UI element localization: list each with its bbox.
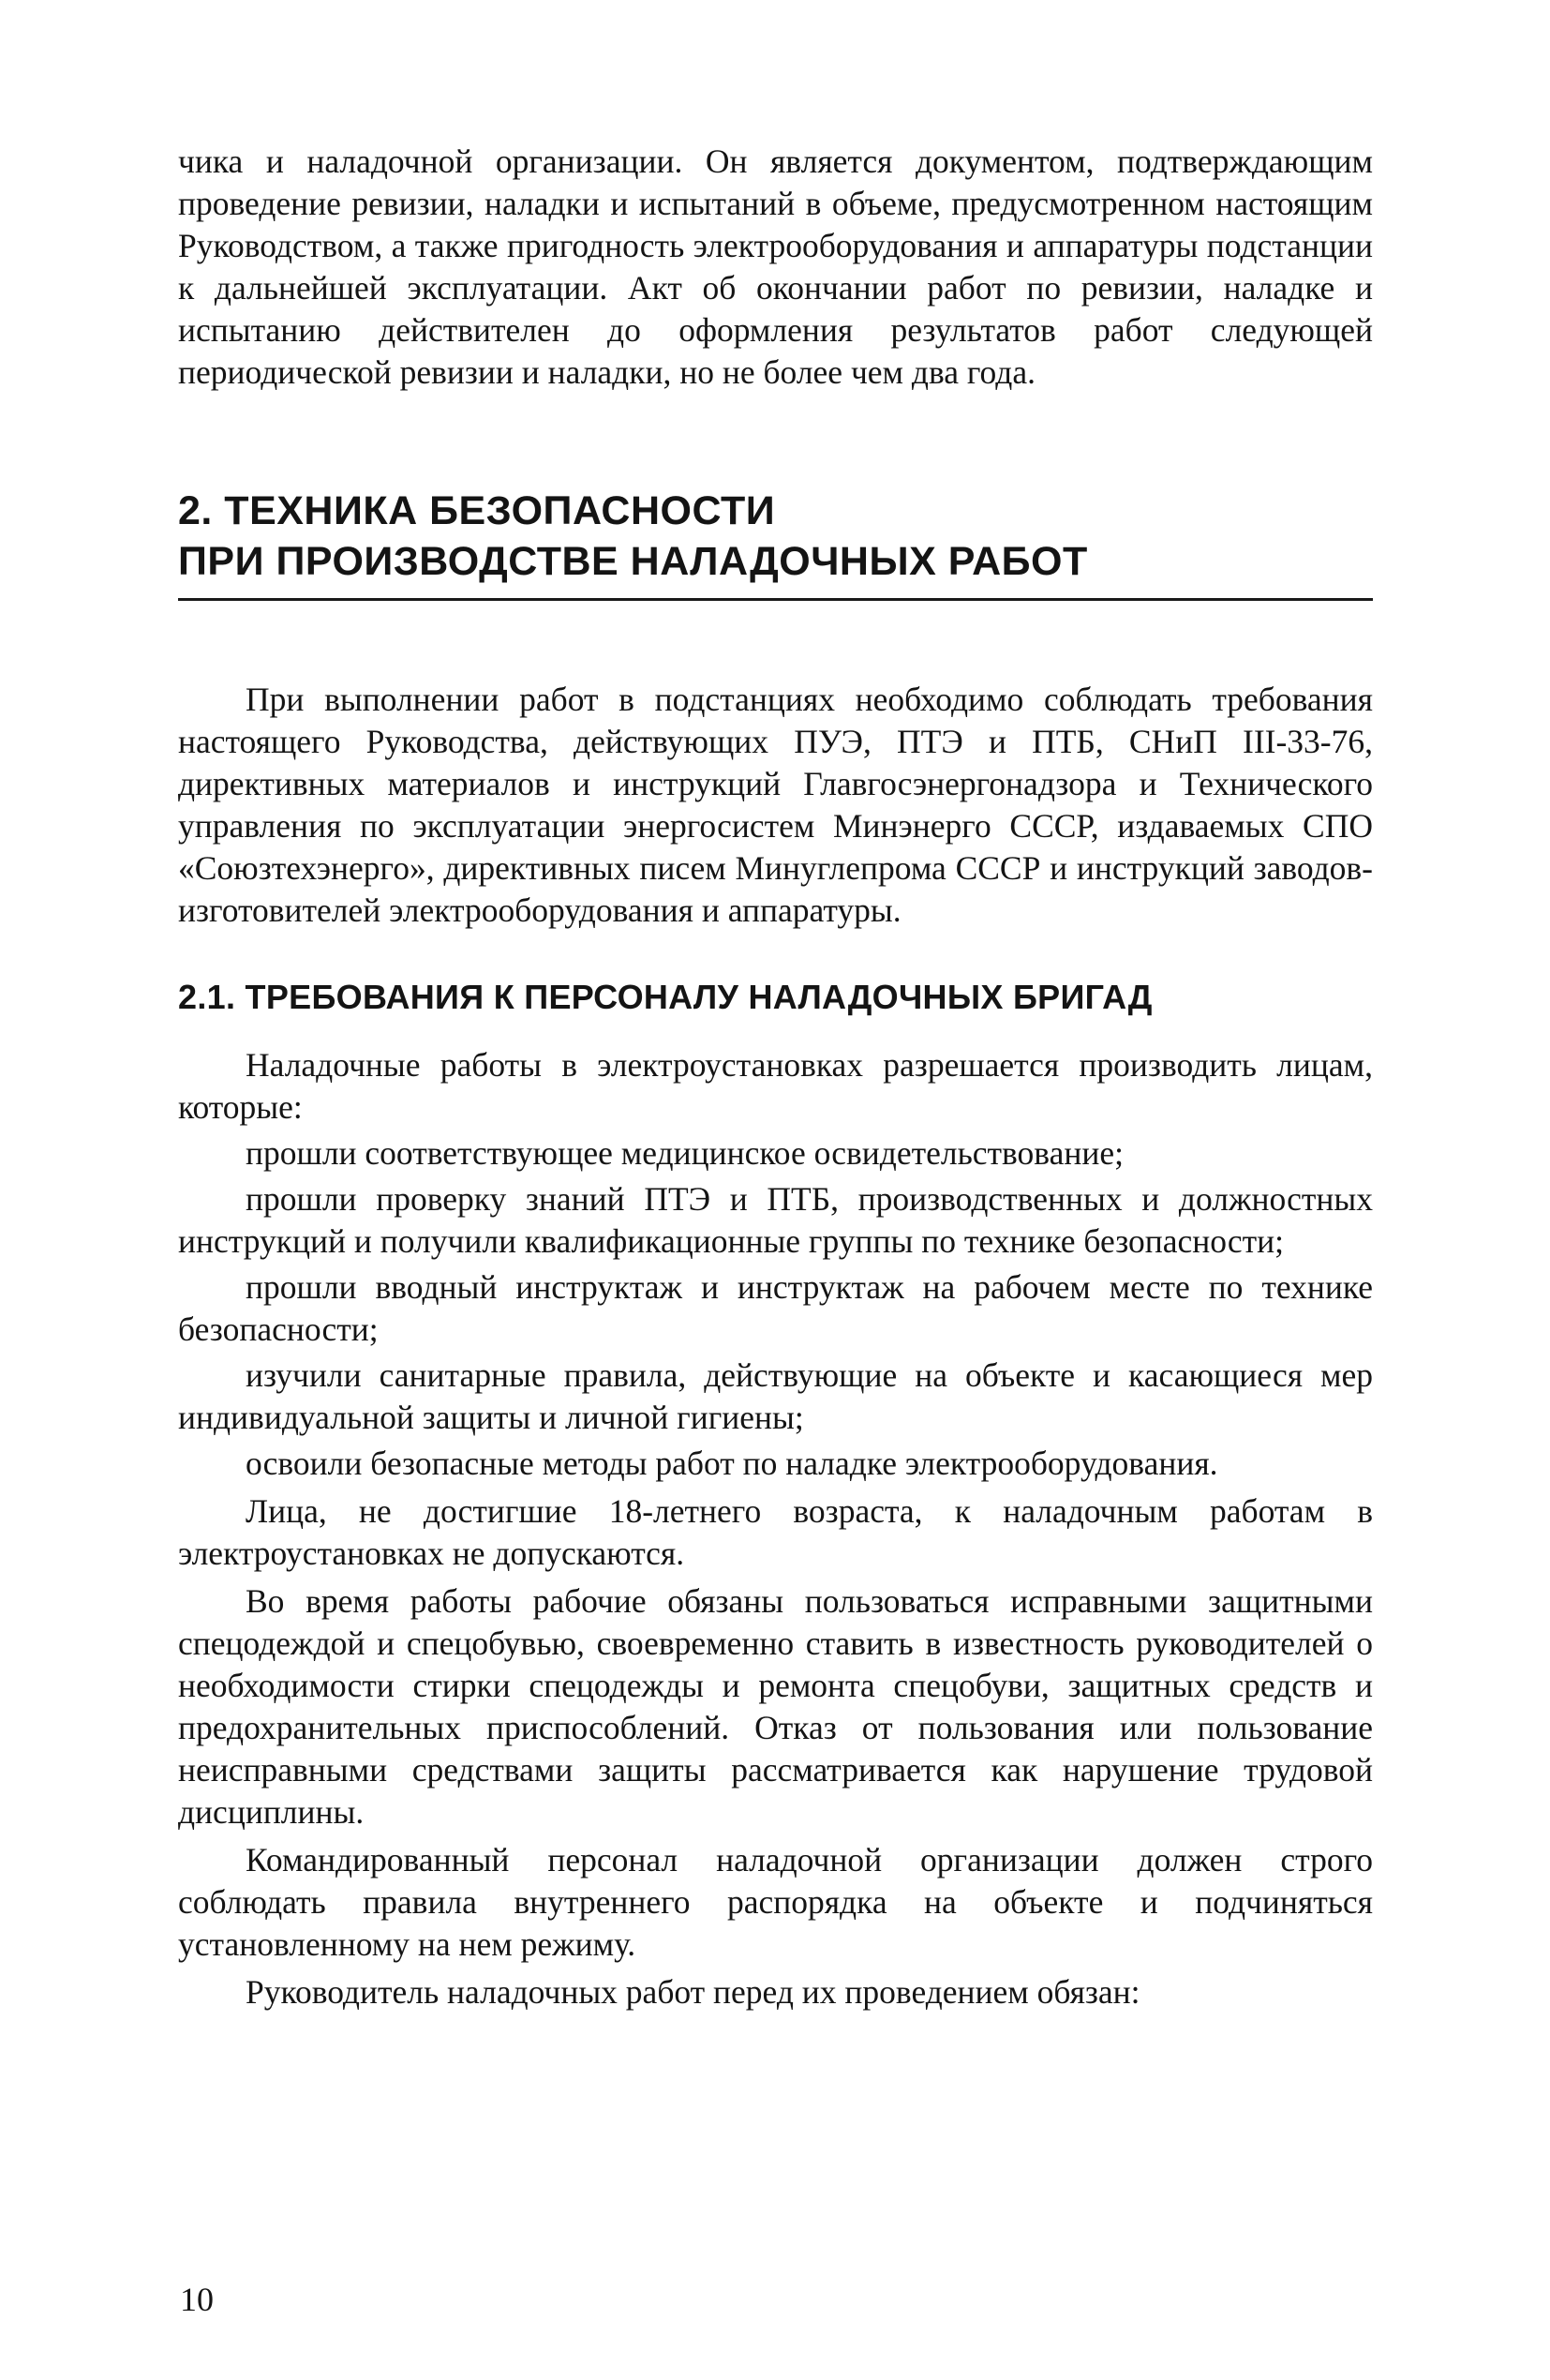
subsection-heading: 2.1. ТРЕБОВАНИЯ К ПЕРСОНАЛУ НАЛАДОЧНЫХ БРИГАД xyxy=(178,978,1153,1016)
list-item: прошли соответствующее медицинское освидетельствование; xyxy=(246,1134,1124,1172)
supervisor-paragraph: Руководитель наладочных работ перед их проведением обязан: xyxy=(246,1973,1140,2011)
list-item: изучили санитарные правила, действующие на объекте и касающиеся мер индивидуальной защиты и личной гигиены; xyxy=(178,1356,1373,1436)
spacer xyxy=(178,587,1373,598)
intro-paragraph: чика и наладочной организации. Он является документом, подтверждающим проведение ревизии, наладки и испытаний в объеме, предусмотренном настоящим Руководством, а также пригодность электрооборудования и аппаратуры подстанции к дальнейшей эксплуатации. Акт об окончании работ по ревизии, наладке и испытанию действителен до оформления результатов работ следующей периодической ревизии и наладки, но не более чем два года. xyxy=(178,142,1373,391)
section-paragraph: При выполнении работ в подстанциях необходимо соблюдать требования настоящего Руководства, действующих ПУЭ, ПТЭ и ПТБ, СНиП III-33-76, директивных материалов и инструкций Главгосэнергонадзора и Технического управления по эксплуатации энергосистем Минэнерго СССР, издаваемых СПО «Союзтехэнерго», директивных писем Минуглепрома СССР и инструкций заводов-изготовителей электрооборудования и аппаратуры. xyxy=(178,681,1373,929)
spacer xyxy=(178,601,1373,679)
list-item: прошли проверку знаний ПТЭ и ПТБ, производственных и должностных инструкций и получили квалификационные группы по технике безопасности; xyxy=(178,1180,1373,1260)
list-item: освоили безопасные методы работ по наладке электрооборудования. xyxy=(246,1444,1218,1482)
spacer xyxy=(178,1018,1373,1044)
section-heading-line1: 2. ТЕХНИКА БЕЗОПАСНОСТИ xyxy=(178,488,776,533)
section-heading-line2: ПРИ ПРОИЗВОДСТВЕ НАЛАДОЧНЫХ РАБОТ xyxy=(178,539,1088,584)
spacer xyxy=(178,932,1373,977)
document-page xyxy=(178,141,1373,2013)
page-number: 10 xyxy=(180,2281,214,2318)
subsection-intro: Наладочные работы в электроустановках разрешается производить лицам, которые: xyxy=(178,1046,1373,1126)
personnel-paragraph: Командированный персонал наладочной организации должен строго соблюдать правила внутреннего распорядка на объекте и подчиняться установленному на нем режиму. xyxy=(178,1841,1373,1963)
requirements-list xyxy=(178,1132,1373,1485)
spacer xyxy=(178,394,1373,486)
age-paragraph: Лица, не достигшие 18-летнего возраста, к наладочным работам в электроустановках не допускаются. xyxy=(178,1492,1373,1572)
clothing-paragraph: Во время работы рабочие обязаны пользоваться исправными защитными спецодеждой и спецобувью, своевременно ставить в известность руководителей о необходимости стирки спецодежды и ремонта спецобуви, защитных средств и предохранительных приспособлений. Отказ от пользования или пользование неисправными средствами защиты рассматривается как нарушение трудовой дисциплины. xyxy=(178,1582,1373,1831)
list-item: прошли вводный инструктаж и инструктаж на рабочем месте по технике безопасности; xyxy=(178,1268,1373,1348)
section-heading xyxy=(178,486,1373,587)
